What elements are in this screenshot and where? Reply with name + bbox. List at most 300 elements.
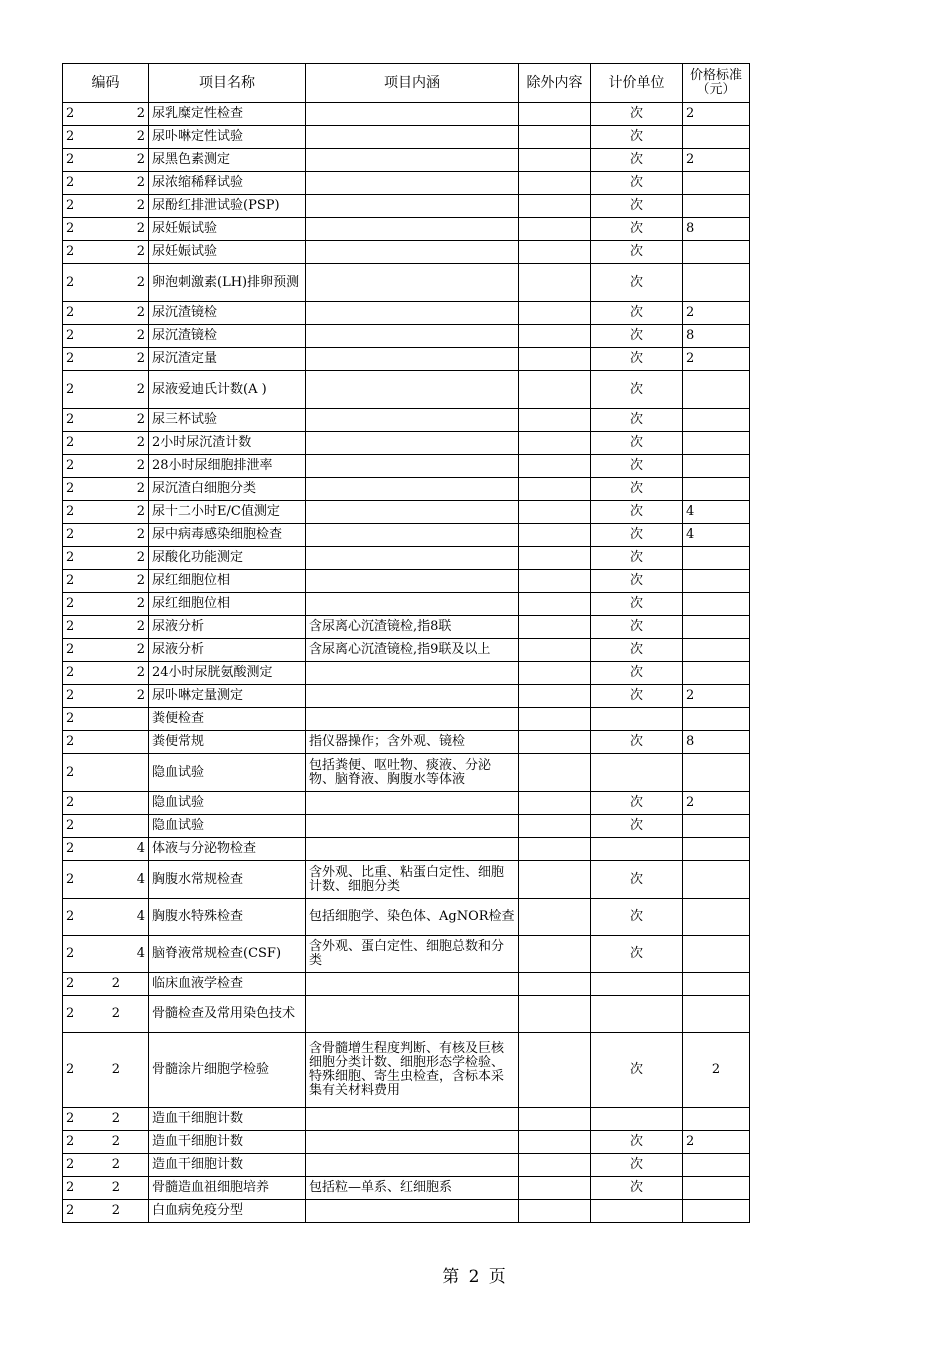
excluded-cell [519,103,591,126]
excluded-cell [519,455,591,478]
table-row [63,264,750,302]
price-cell [683,815,750,838]
code-minor: 2 [111,1111,120,1126]
price-cell: 8 [683,731,750,754]
code-major: 2 [66,596,75,611]
unit-cell: 次 [591,103,683,126]
code-minor: 2 [136,550,145,565]
code-major: 2 [66,1180,75,1195]
header-name: 项目名称 [149,64,306,103]
code-major: 2 [66,435,75,450]
price-cell: 2 [683,1033,750,1108]
item-content-cell [306,1131,519,1154]
unit-cell: 次 [591,264,683,302]
header-row [63,64,750,103]
price-cell [683,478,750,501]
excluded-cell [519,218,591,241]
item-content-cell [306,1108,519,1131]
table-row [63,936,750,973]
item-content-cell [306,996,519,1033]
code-major: 2 [66,381,75,397]
table-row [63,126,750,149]
code-minor: 2 [136,504,145,519]
code-major: 2 [66,711,75,726]
price-cell [683,639,750,662]
unit-cell: 次 [591,241,683,264]
unit-cell [591,708,683,731]
code-minor: 4 [136,946,145,961]
code-cell [63,899,149,936]
item-name-cell: 隐血试验 [149,754,306,792]
price-cell [683,409,750,432]
excluded-cell [519,973,591,996]
code-cell [63,1108,149,1131]
unit-cell: 次 [591,172,683,195]
code-minor: 2 [111,1180,120,1195]
excluded-cell [519,616,591,639]
code-major: 2 [66,946,75,961]
item-content-cell: 含尿离心沉渣镜检,指9联及以上 [306,639,519,662]
code-major: 2 [66,458,75,473]
price-cell [683,371,750,409]
item-name-cell: 24小时尿胱氨酸测定 [149,662,306,685]
table-row [63,616,750,639]
code-minor: 2 [136,596,145,611]
unit-cell: 次 [591,432,683,455]
code-minor: 2 [136,527,145,542]
item-content-cell [306,685,519,708]
code-cell [63,432,149,455]
item-name-cell: 尿十二小时E/C值测定 [149,501,306,524]
item-content-cell [306,241,519,264]
item-name-cell: 粪便常规 [149,731,306,754]
item-name-cell: 尿卟啉定量测定 [149,685,306,708]
code-cell [63,1033,149,1108]
code-cell [63,348,149,371]
unit-cell: 次 [591,302,683,325]
item-name-cell: 尿沉渣白细胞分类 [149,478,306,501]
code-minor: 2 [111,1062,120,1077]
code-major: 2 [66,909,75,924]
code-major: 2 [66,527,75,542]
price-table [62,63,750,1223]
unit-cell [591,996,683,1033]
excluded-cell [519,172,591,195]
unit-cell: 次 [591,685,683,708]
table-body [63,103,750,1223]
excluded-cell [519,899,591,936]
price-cell: 4 [683,524,750,547]
unit-cell: 次 [591,1131,683,1154]
table-row [63,478,750,501]
unit-cell: 次 [591,815,683,838]
table-row [63,455,750,478]
code-minor: 2 [136,244,145,259]
item-content-cell [306,1154,519,1177]
code-cell [63,593,149,616]
excluded-cell [519,708,591,731]
item-content-cell [306,973,519,996]
excluded-cell [519,1154,591,1177]
code-cell [63,708,149,731]
code-cell [63,195,149,218]
excluded-cell [519,126,591,149]
item-content-cell [306,662,519,685]
code-minor: 2 [136,129,145,144]
table-row [63,348,750,371]
code-major: 2 [66,504,75,519]
unit-cell [591,1200,683,1223]
price-cell [683,1177,750,1200]
unit-cell: 次 [591,1154,683,1177]
item-content-cell [306,172,519,195]
table-row [63,708,750,731]
code-cell [63,325,149,348]
table-row [63,838,750,861]
unit-cell: 次 [591,195,683,218]
table-row [63,1154,750,1177]
code-cell [63,103,149,126]
table-row [63,662,750,685]
code-minor: 2 [136,305,145,320]
price-cell [683,861,750,899]
code-major: 2 [66,351,75,366]
item-name-cell: 隐血试验 [149,792,306,815]
item-content-cell [306,103,519,126]
price-cell [683,264,750,302]
code-cell [63,973,149,996]
item-name-cell: 尿浓缩稀释试验 [149,172,306,195]
code-cell [63,861,149,899]
excluded-cell [519,501,591,524]
item-content-cell [306,708,519,731]
code-minor: 2 [136,175,145,190]
price-cell [683,432,750,455]
excluded-cell [519,996,591,1033]
unit-cell: 次 [591,478,683,501]
code-minor: 2 [136,106,145,121]
excluded-cell [519,348,591,371]
unit-cell: 次 [591,639,683,662]
code-cell [63,264,149,302]
excluded-cell [519,685,591,708]
unit-cell: 次 [591,126,683,149]
price-cell [683,616,750,639]
code-cell [63,754,149,792]
code-major: 2 [66,305,75,320]
item-content-cell: 包括粪便、呕吐物、痰液、分泌物、脑脊液、胸腹水等体液 [306,754,519,792]
table-row [63,1108,750,1131]
unit-cell: 次 [591,524,683,547]
code-cell [63,731,149,754]
price-cell [683,754,750,792]
table-row [63,861,750,899]
code-cell [63,996,149,1033]
unit-cell: 次 [591,593,683,616]
excluded-cell [519,241,591,264]
table-row [63,570,750,593]
item-content-cell: 含尿离心沉渣镜检,指8联 [306,616,519,639]
table-row [63,1033,750,1108]
item-name-cell: 骨髓造血祖细胞培养 [149,1177,306,1200]
unit-cell: 次 [591,218,683,241]
table-row [63,792,750,815]
code-major: 2 [66,1203,75,1218]
code-minor: 2 [136,198,145,213]
item-name-cell: 粪便检查 [149,708,306,731]
table-row [63,973,750,996]
code-cell [63,570,149,593]
table-row [63,731,750,754]
code-minor: 2 [111,1134,120,1149]
item-name-cell: 尿黑色素测定 [149,149,306,172]
table-row [63,432,750,455]
unit-cell: 次 [591,570,683,593]
code-major: 2 [66,734,75,749]
item-name-cell: 卵泡刺激素(LH)排卵预测 [149,264,306,302]
excluded-cell [519,478,591,501]
price-cell [683,126,750,149]
page-number: 第 2 页 [442,1267,508,1287]
code-major: 2 [66,244,75,259]
excluded-cell [519,195,591,218]
header-code: 编码 [63,64,149,103]
item-name-cell: 造血干细胞计数 [149,1108,306,1131]
price-cell [683,662,750,685]
item-name-cell: 尿液分析 [149,616,306,639]
item-content-cell [306,501,519,524]
header-price: 价格标准（元） [683,64,750,103]
price-cell [683,1154,750,1177]
excluded-cell [519,302,591,325]
table-row [63,172,750,195]
code-minor: 2 [111,1157,120,1172]
unit-cell: 次 [591,861,683,899]
price-cell [683,996,750,1033]
table-row [63,815,750,838]
code-major: 2 [66,1006,75,1021]
item-name-cell: 尿酚红排泄试验(PSP) [149,195,306,218]
item-name-cell: 尿沉渣定量 [149,348,306,371]
item-content-cell: 含外观、比重、粘蛋白定性、细胞计数、细胞分类 [306,861,519,899]
code-cell [63,815,149,838]
code-major: 2 [66,129,75,144]
code-cell [63,455,149,478]
excluded-cell [519,524,591,547]
code-minor: 2 [111,1203,120,1218]
price-cell: 2 [683,685,750,708]
item-content-cell [306,348,519,371]
code-major: 2 [66,665,75,680]
code-minor: 2 [136,458,145,473]
table-row [63,218,750,241]
excluded-cell [519,409,591,432]
item-name-cell: 尿液爱迪氏计数(A ) [149,371,306,409]
table-row [63,593,750,616]
code-major: 2 [66,976,75,991]
code-cell [63,1177,149,1200]
code-cell [63,936,149,973]
excluded-cell [519,1108,591,1131]
price-cell [683,838,750,861]
unit-cell: 次 [591,547,683,570]
code-minor: 2 [136,351,145,366]
item-content-cell [306,409,519,432]
excluded-cell [519,1200,591,1223]
item-content-cell [306,371,519,409]
unit-cell: 次 [591,1177,683,1200]
excluded-cell [519,371,591,409]
unit-cell [591,973,683,996]
table-row [63,195,750,218]
code-major: 2 [66,481,75,496]
item-content-cell [306,432,519,455]
table-row [63,371,750,409]
unit-cell: 次 [591,149,683,172]
item-content-cell [306,149,519,172]
code-cell [63,524,149,547]
item-name-cell: 尿妊娠试验 [149,218,306,241]
code-cell [63,616,149,639]
code-major: 2 [66,198,75,213]
excluded-cell [519,149,591,172]
code-minor: 4 [136,871,145,887]
code-minor: 2 [136,328,145,343]
code-cell [63,639,149,662]
excluded-cell [519,815,591,838]
excluded-cell [519,754,591,792]
item-content-cell [306,792,519,815]
price-cell [683,172,750,195]
item-name-cell: 骨髓检查及常用染色技术 [149,996,306,1033]
item-content-cell [306,524,519,547]
code-major: 2 [66,795,75,810]
item-name-cell: 胸腹水常规检查 [149,861,306,899]
code-cell [63,126,149,149]
item-content-cell [306,195,519,218]
code-major: 2 [66,871,75,887]
price-cell: 2 [683,348,750,371]
header-excluded: 除外内容 [519,64,591,103]
excluded-cell [519,593,591,616]
table-row [63,1131,750,1154]
excluded-cell [519,264,591,302]
excluded-cell [519,432,591,455]
item-content-cell [306,302,519,325]
table-row [63,524,750,547]
item-content-cell: 含骨髓增生程度判断、有核及巨核细胞分类计数、细胞形态学检验、特殊细胞、寄生虫检查，含标本采集有关材料费用 [306,1033,519,1108]
code-cell [63,409,149,432]
table-row [63,302,750,325]
unit-cell [591,838,683,861]
code-cell [63,501,149,524]
unit-cell [591,754,683,792]
table-row [63,685,750,708]
price-cell [683,547,750,570]
code-major: 2 [66,818,75,833]
excluded-cell [519,570,591,593]
price-cell: 2 [683,302,750,325]
item-content-cell [306,325,519,348]
code-major: 2 [66,328,75,343]
table-row [63,149,750,172]
code-major: 2 [66,642,75,657]
code-cell [63,172,149,195]
code-cell [63,792,149,815]
unit-cell: 次 [591,371,683,409]
price-cell [683,1108,750,1131]
item-name-cell: 尿三杯试验 [149,409,306,432]
header-content: 项目内涵 [306,64,519,103]
code-minor: 2 [136,688,145,703]
item-name-cell: 造血干细胞计数 [149,1131,306,1154]
code-minor: 2 [136,152,145,167]
price-cell: 4 [683,501,750,524]
item-name-cell: 骨髓涂片细胞学检验 [149,1033,306,1108]
code-cell [63,1131,149,1154]
unit-cell [591,1108,683,1131]
excluded-cell [519,1131,591,1154]
item-name-cell: 尿液分析 [149,639,306,662]
item-name-cell: 造血干细胞计数 [149,1154,306,1177]
code-major: 2 [66,1157,75,1172]
code-major: 2 [66,1111,75,1126]
item-content-cell [306,570,519,593]
code-major: 2 [66,106,75,121]
code-minor: 2 [136,274,145,290]
code-minor: 2 [136,573,145,588]
header-unit: 计价单位 [591,64,683,103]
excluded-cell [519,792,591,815]
code-major: 2 [66,152,75,167]
item-content-cell [306,593,519,616]
table-row [63,754,750,792]
price-cell [683,708,750,731]
unit-cell: 次 [591,662,683,685]
item-name-cell: 尿酸化功能测定 [149,547,306,570]
price-cell: 2 [683,149,750,172]
code-minor: 2 [136,435,145,450]
excluded-cell [519,639,591,662]
code-major: 2 [66,221,75,236]
code-major: 2 [66,1134,75,1149]
table-row [63,899,750,936]
code-cell [63,547,149,570]
unit-cell: 次 [591,792,683,815]
price-cell [683,593,750,616]
table-row [63,639,750,662]
item-content-cell: 指仪器操作；含外观、镜检 [306,731,519,754]
item-name-cell: 28小时尿细胞排泄率 [149,455,306,478]
excluded-cell [519,1177,591,1200]
unit-cell: 次 [591,409,683,432]
price-cell: 8 [683,325,750,348]
code-cell [63,218,149,241]
excluded-cell [519,936,591,973]
item-name-cell: 白血病免疫分型 [149,1200,306,1223]
item-name-cell: 尿沉渣镜检 [149,302,306,325]
price-cell [683,973,750,996]
unit-cell: 次 [591,731,683,754]
code-minor: 4 [136,841,145,856]
code-major: 2 [66,175,75,190]
item-content-cell [306,815,519,838]
code-minor: 2 [136,221,145,236]
item-name-cell: 尿乳糜定性检查 [149,103,306,126]
code-minor: 2 [136,665,145,680]
code-minor: 2 [136,481,145,496]
item-content-cell [306,478,519,501]
